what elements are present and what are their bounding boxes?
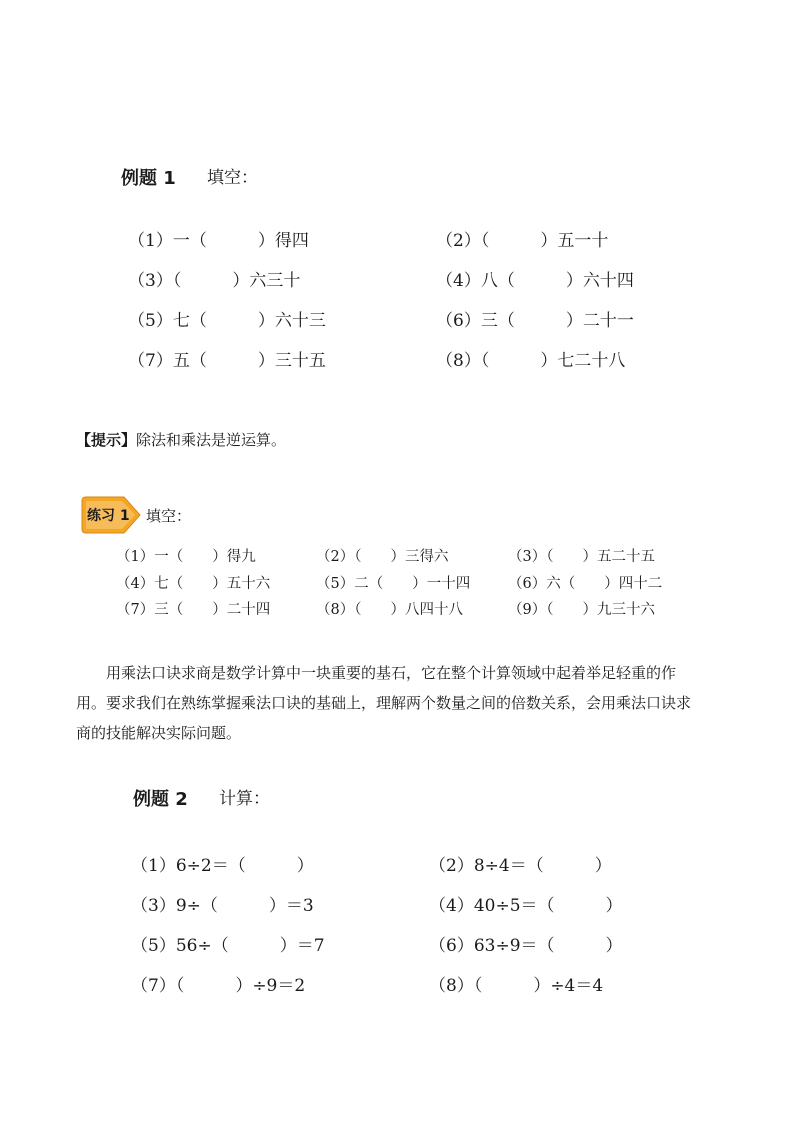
example2-item-3: （3）9÷（ ）＝3 — [131, 896, 314, 916]
practice1-badge — [78, 493, 144, 537]
hint — [76, 429, 286, 450]
paragraph-line-3: 商的技能解决实际问题。 — [76, 724, 242, 742]
practice1-item-2: （2）（ ）三得六 — [316, 549, 449, 565]
practice1-badge-label: 练习 1 — [87, 508, 130, 524]
example2-title: 例题 2 — [133, 789, 188, 810]
example1-item-7: （7）五（ ）三十五 — [128, 351, 326, 371]
practice1-item-5: （5）二（ ）一十四 — [316, 576, 471, 592]
example2-instruction: 计算： — [219, 789, 270, 809]
hint-text: 除法和乘法是逆运算。 — [136, 431, 287, 449]
practice1-item-4: （4）七（ ）五十六 — [116, 576, 271, 592]
example1-title: 例题 1 — [121, 168, 176, 189]
example2-item-4: （4）40÷5＝（ ） — [429, 896, 623, 916]
example1-item-1: （1）一（ ）得四 — [128, 231, 309, 251]
hint-label: 【提示】 — [76, 431, 137, 449]
practice1-item-3: （3）（ ）五二十五 — [508, 549, 655, 565]
example1-item-3: （3）（ ）六三十 — [128, 271, 301, 291]
example2-item-1: （1）6÷2＝（ ） — [131, 856, 314, 876]
example1-item-2: （2）（ ）五一十 — [436, 231, 609, 251]
example2-item-6: （6）63÷9＝（ ） — [429, 936, 623, 956]
practice1-item-1: （1）一（ ）得九 — [116, 549, 256, 565]
example1-item-8: （8）（ ）七二十八 — [436, 351, 626, 371]
practice1-item-6: （6）六（ ）四十二 — [508, 576, 663, 592]
example2-item-8: （8）（ ）÷4＝4 — [429, 976, 604, 996]
practice1-item-7: （7）三（ ）二十四 — [116, 602, 271, 618]
practice1-item-8: （8）（ ）八四十八 — [316, 602, 463, 618]
example1-instruction: 填空： — [207, 168, 258, 188]
example2-item-2: （2）8÷4＝（ ） — [429, 856, 612, 876]
example1-item-4: （4）八（ ）六十四 — [436, 271, 634, 291]
example1-item-6: （6）三（ ）二十一 — [436, 311, 634, 331]
example2-item-5: （5）56÷（ ）＝7 — [131, 936, 325, 956]
paragraph-line-2: 用。要求我们在熟练掌握乘法口诀的基础上，理解两个数量之间的倍数关系，会用乘法口诀求 — [76, 694, 692, 712]
example1-item-5: （5）七（ ）六十三 — [128, 311, 326, 331]
practice1-instruction: 填空： — [146, 507, 192, 525]
practice1-item-9: （9）（ ）九三十六 — [508, 602, 655, 618]
paragraph-line-1: 用乘法口诀求商是数学计算中一块重要的基石，它在整个计算领域中起着举足轻重的作 — [106, 664, 677, 682]
example2-item-7: （7）（ ）÷9＝2 — [131, 976, 306, 996]
